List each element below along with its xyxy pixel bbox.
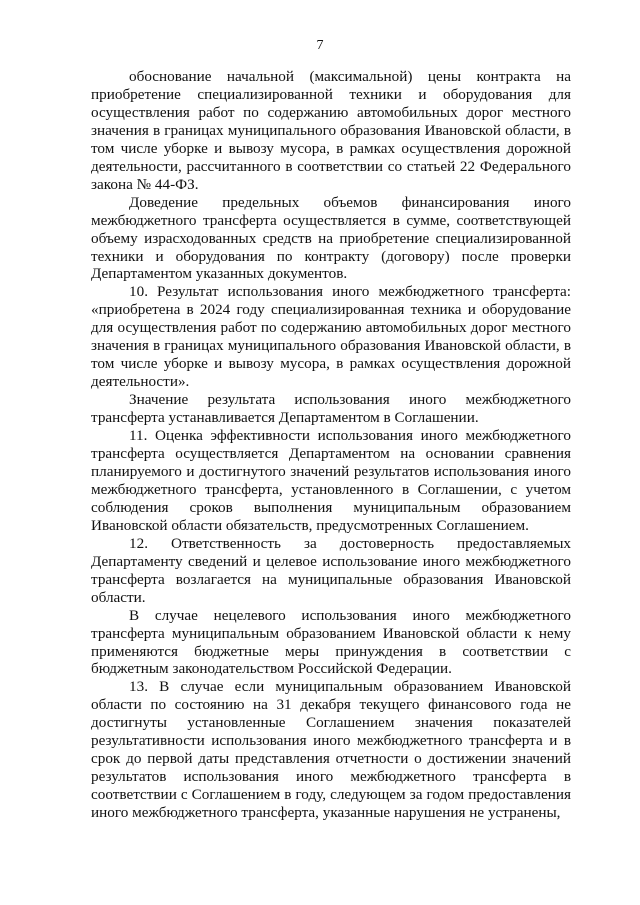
paragraph-misuse: В случае нецелевого использования иного межбюджетного трансферта муниципальным образованием Ивановской области к нему применяются бюджетные меры принуждения в соответствии с бюджетным законодательством Российской Федерации. bbox=[91, 606, 571, 678]
paragraph-funding-limits: Доведение предельных объемов финансирования иного межбюджетного трансферта осуществляется в сумме, соответствующей объему израсходованных средств на приобретение специализированной техники и оборудования по контракту (договору) после проверки Департаментом указанных документов. bbox=[91, 193, 571, 283]
paragraph-13-not-achieved: 13. В случае если муниципальным образованием Ивановской области по состоянию на 31 декабря текущего финансового года не достигнуты установленные Соглашением значения показателей результативности использования иного межбюджетного трансферта и в срок до первой даты представления отчетности о достижении значений результатов использования иного межбюджетного трансферта в соответствии с Соглашением в году, следующем за годом предоставления иного межбюджетного трансферта, указанные нарушения не устранены, bbox=[91, 678, 571, 822]
document-body bbox=[91, 68, 571, 822]
paragraph-result-value: Значение результата использования иного межбюджетного трансферта устанавливается Департаментом в Соглашении. bbox=[91, 391, 571, 427]
page-number: 7 bbox=[316, 38, 324, 53]
paragraph-12-responsibility: 12. Ответственность за достоверность предоставляемых Департаменту сведений и целевое использование иного межбюджетного трансферта возлагается на муниципальные образования Ивановской области. bbox=[91, 534, 571, 606]
paragraph-justification-continuation: обоснование начальной (максимальной) цены контракта на приобретение специализированной техники и оборудования для осуществления работ по содержанию автомобильных дорог местного значения в границах муниципального образования Ивановской области, в том числе уборке и вывозу мусора, в рамках осуществления дорожной деятельности, рассчитанного в соответствии со статьей 22 Федерального закона № 44-ФЗ. bbox=[91, 68, 571, 193]
paragraph-10-result: 10. Результат использования иного межбюджетного трансферта: «приобретена в 2024 году специализированная техника и оборудование для осуществления работ по содержанию автомобильных дорог местного значения в границах муниципального образования Ивановской области, в том числе уборке и вывозу мусора, в рамках осуществления дорожной деятельности». bbox=[91, 283, 571, 391]
paragraph-11-efficiency: 11. Оценка эффективности использования иного межбюджетного трансферта осуществляется Департаментом на основании сравнения планируемого и достигнутого значений результатов использования иного межбюджетного трансферта, установленного в Соглашении, с учетом соблюдения сроков выполнения муниципальным образованием Ивановской области обязательств, предусмотренных Соглашением. bbox=[91, 427, 571, 534]
